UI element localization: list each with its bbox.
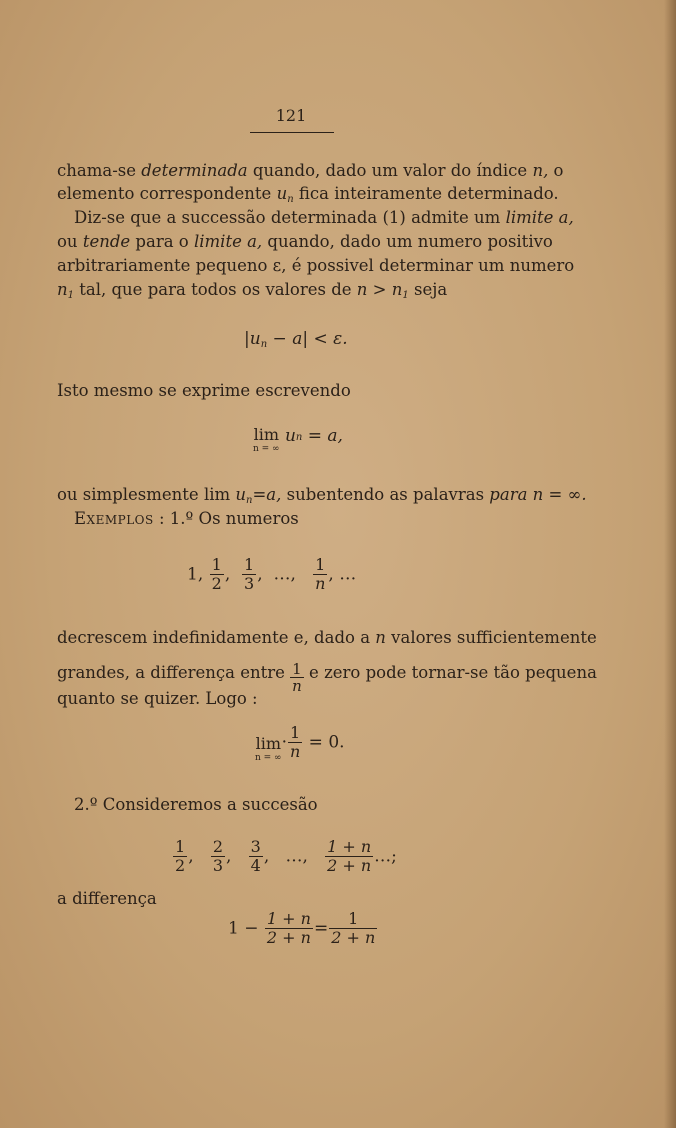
sequence-formula-1: 1, $\frac{1}{2}$ , $\frac{1}{3}$ , …, $\frac{1}{n}$ , …: [187, 555, 357, 593]
header-rule: [250, 132, 334, 133]
text-line: arbitrariamente pequeno ε, é possivel determinar um numero: [57, 256, 575, 275]
difference-formula: 1 − $\frac{1 + n}{2 + n}$ = $\frac{1}{2 + n}$: [228, 909, 376, 947]
text-line: Isto mesmo se exprime escrevendo: [57, 381, 351, 400]
text-line: grandes, a differença entre $\frac{1}{n}$ e zero pode tornar-se tão pequena: [57, 660, 597, 695]
text-line: Diz-se que a successão determinada (1) admite um limite a,: [74, 208, 574, 227]
limit-formula-2: lim n = ∞ · $\frac{1}{n}$ = 0.: [255, 723, 345, 763]
text-line: Exemplos : 1.º Os numeros: [74, 509, 299, 528]
text-line: ou tende para o limite a, quando, dado um numero positivo: [57, 232, 553, 251]
text-line: chama-se determinada quando, dado um valor do índice n, o: [57, 161, 564, 180]
text-line: ou simplesmente $\lim u_n=a$, subentendo as palavras para n = ∞.: [57, 485, 587, 506]
inequality-formula: $|u_n - a| < \varepsilon$.: [244, 329, 348, 350]
text-line: elemento correspondente $u_n$ fica inteiramente determinado.: [57, 184, 559, 205]
text-line: a differença: [57, 889, 157, 908]
text-line: decrescem indefinidamente e, dado a n valores sufficientemente: [57, 628, 597, 647]
text-line: 2.º Consideremos a succesão: [74, 795, 318, 814]
text-line: $n_1$ tal, que para todos os valores de $n > n_1$ seja: [57, 280, 448, 301]
page-number: 121: [275, 106, 307, 125]
page-edge-shadow: [664, 0, 676, 1128]
sequence-formula-2: $\frac{1}{2}$ , $\frac{2}{3}$ , $\frac{3}{4}$ , …, $\frac{1 + n}{2 + n}$ …;: [175, 837, 397, 875]
limit-formula-1: lim n = ∞ $u^n = a$,: [253, 425, 343, 454]
text-line: quanto se quizer. Logo :: [57, 689, 258, 708]
